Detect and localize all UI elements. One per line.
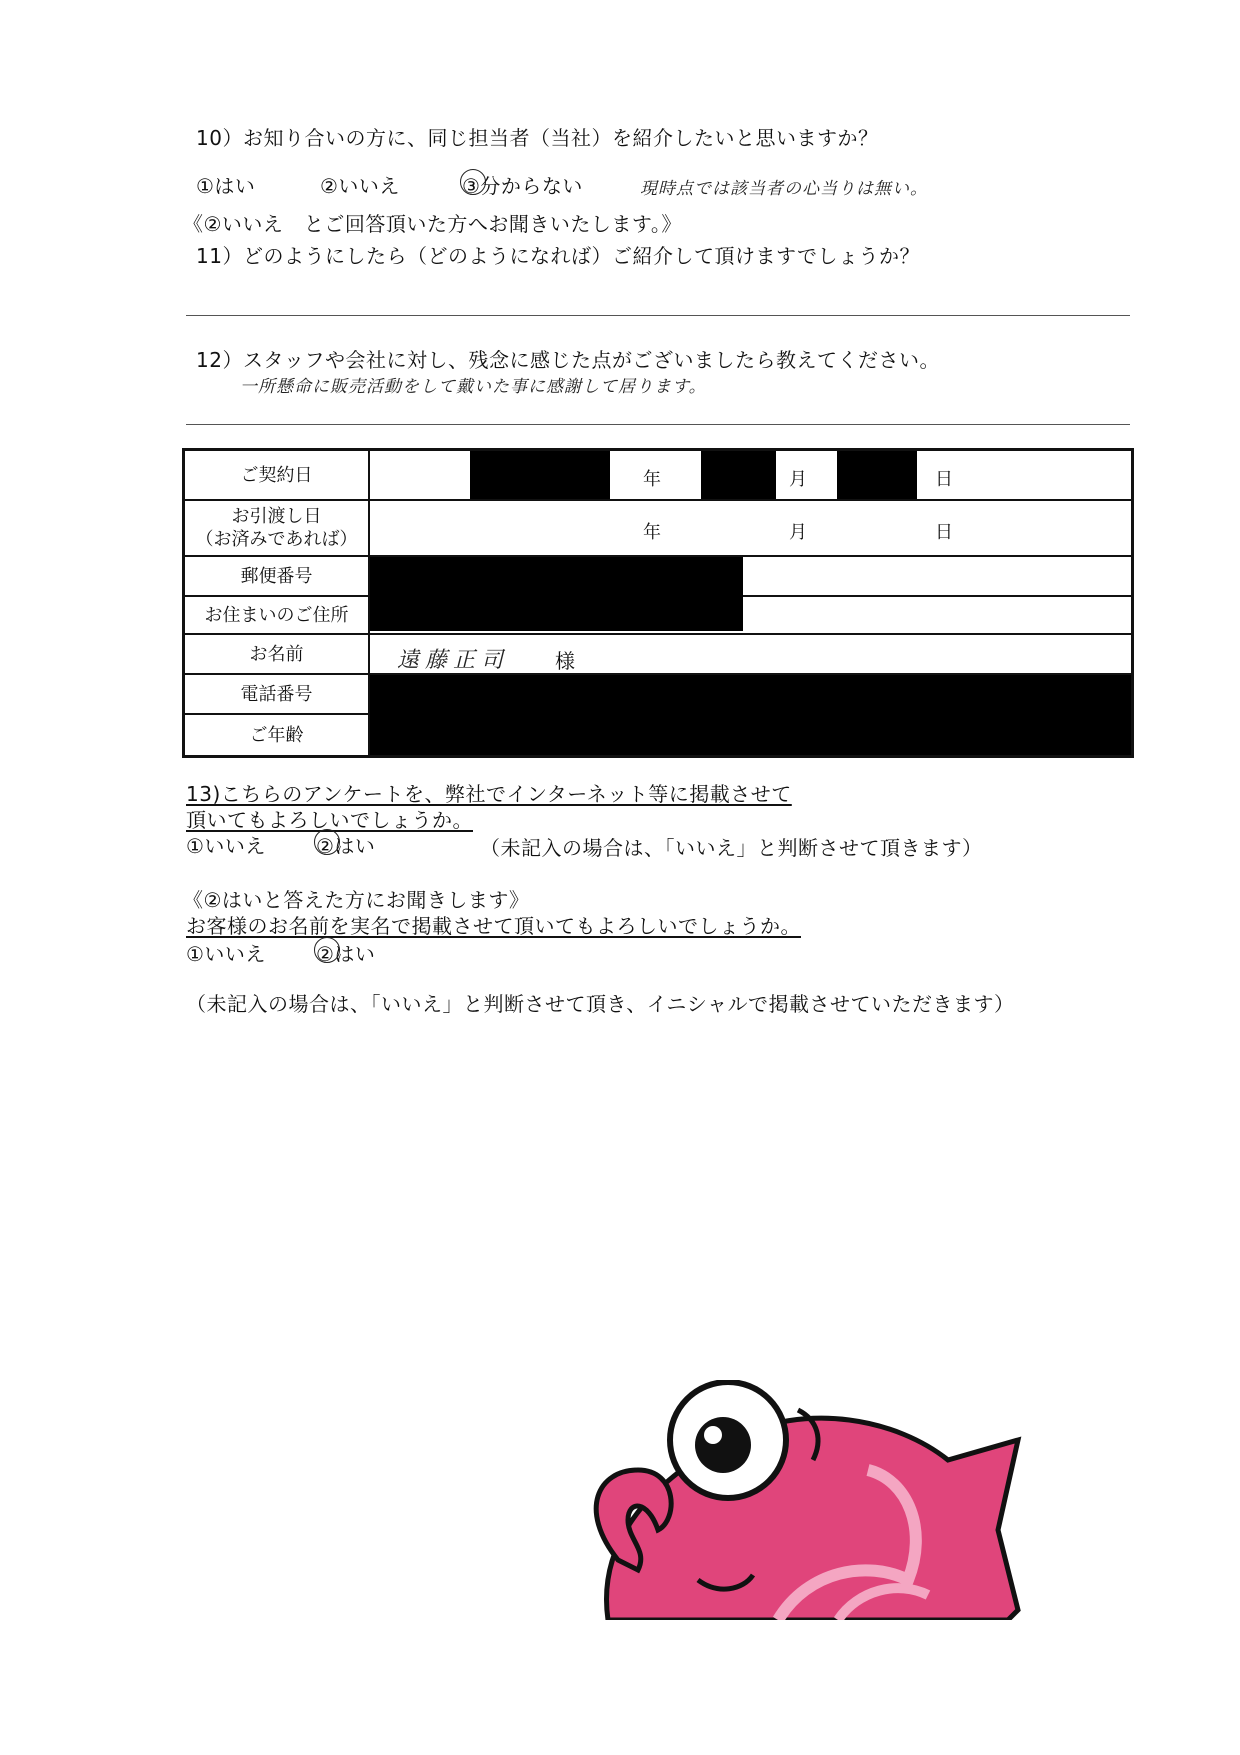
delivery-year-label: 年 <box>643 522 661 543</box>
phone-row <box>185 675 1131 715</box>
q14-footer-note: （未記入の場合は、「いいえ」と判断させて頂き、イニシャルで掲載させていただきます） <box>186 992 1015 1016</box>
q12-answer-line <box>186 424 1130 425</box>
q14-option-yes[interactable]: ②はい <box>316 942 376 966</box>
postal-code-row <box>185 557 1131 597</box>
delivery-date-label-line2: （お済みであれば） <box>195 529 358 550</box>
delivery-date-label-line1: お引渡し日 <box>231 506 322 527</box>
age-label: ご年齢 <box>185 715 370 755</box>
customer-info-table <box>182 448 1134 758</box>
q13-option-yes[interactable]: ②はい <box>316 834 376 858</box>
q10-option-2[interactable]: ②いいえ <box>320 174 400 198</box>
q11-note: 《②いいえ とご回答頂いた方へお聞きいたします。》 <box>183 212 682 236</box>
delivery-date-row <box>185 501 1131 557</box>
age-row <box>185 715 1131 755</box>
redacted-phone <box>370 675 1131 715</box>
q10-handwritten-answer: 現時点では該当者の心当りは無い。 <box>640 179 928 199</box>
postal-code-label: 郵便番号 <box>185 557 370 595</box>
contract-date-row <box>185 451 1131 501</box>
phone-label: 電話番号 <box>185 675 370 713</box>
redacted-age <box>370 715 1131 755</box>
redacted-month <box>701 451 776 499</box>
address-row <box>185 597 1131 635</box>
q14-option-no[interactable]: ①いいえ <box>186 942 266 966</box>
q14-question: お客様のお名前を実名で掲載させて頂いてもよろしいでしょうか。 <box>186 914 801 938</box>
q11-answer-line <box>186 315 1130 316</box>
redacted-day <box>837 451 917 499</box>
q11-question: 11）どのようにしたら（どのようになれば）ご紹介して頂けますでしょうか？ <box>196 244 921 268</box>
q10-option-3[interactable]: ③分からない <box>462 174 583 198</box>
redacted-address <box>370 597 743 631</box>
honorific: 様 <box>555 649 575 673</box>
contract-date-label: ご契約日 <box>185 451 370 499</box>
name-label: お名前 <box>185 635 370 673</box>
address-label: お住まいのご住所 <box>185 597 370 633</box>
month-label: 月 <box>789 469 807 490</box>
q13-question-line2: 頂いてもよろしいでしょうか。 <box>186 808 473 832</box>
q10-question: 10）お知り合いの方に、同じ担当者（当社）を紹介したいと思いますか？ <box>196 126 879 150</box>
redacted-postal-code <box>370 557 743 597</box>
q12-question: 12）スタッフや会社に対し、残念に感じた点がございましたら教えてください。 <box>196 348 940 372</box>
delivery-day-label: 日 <box>935 522 953 543</box>
delivery-date-label <box>185 501 370 555</box>
day-label: 日 <box>935 469 953 490</box>
q14-note: 《②はいと答えた方にお聞きします》 <box>183 888 530 912</box>
year-label: 年 <box>643 469 661 490</box>
q13-option-no[interactable]: ①いいえ <box>186 834 266 858</box>
q13-note: （未記入の場合は、「いいえ」と判断させて頂きます） <box>480 836 983 860</box>
name-value: 遠藤正司 <box>397 648 510 673</box>
q10-option-1[interactable]: ①はい <box>196 174 256 198</box>
redacted-year <box>470 451 610 499</box>
q12-handwritten-answer: 一所懸命に販売活動をして戴いた事に感謝して居ります。 <box>240 377 707 397</box>
q13-question-line1: 13)こちらのアンケートを、弊社でインターネット等に掲載させて <box>186 782 792 806</box>
delivery-month-label: 月 <box>789 522 807 543</box>
pink-fish-mascot-icon <box>578 1380 1038 1620</box>
name-row <box>185 635 1131 675</box>
